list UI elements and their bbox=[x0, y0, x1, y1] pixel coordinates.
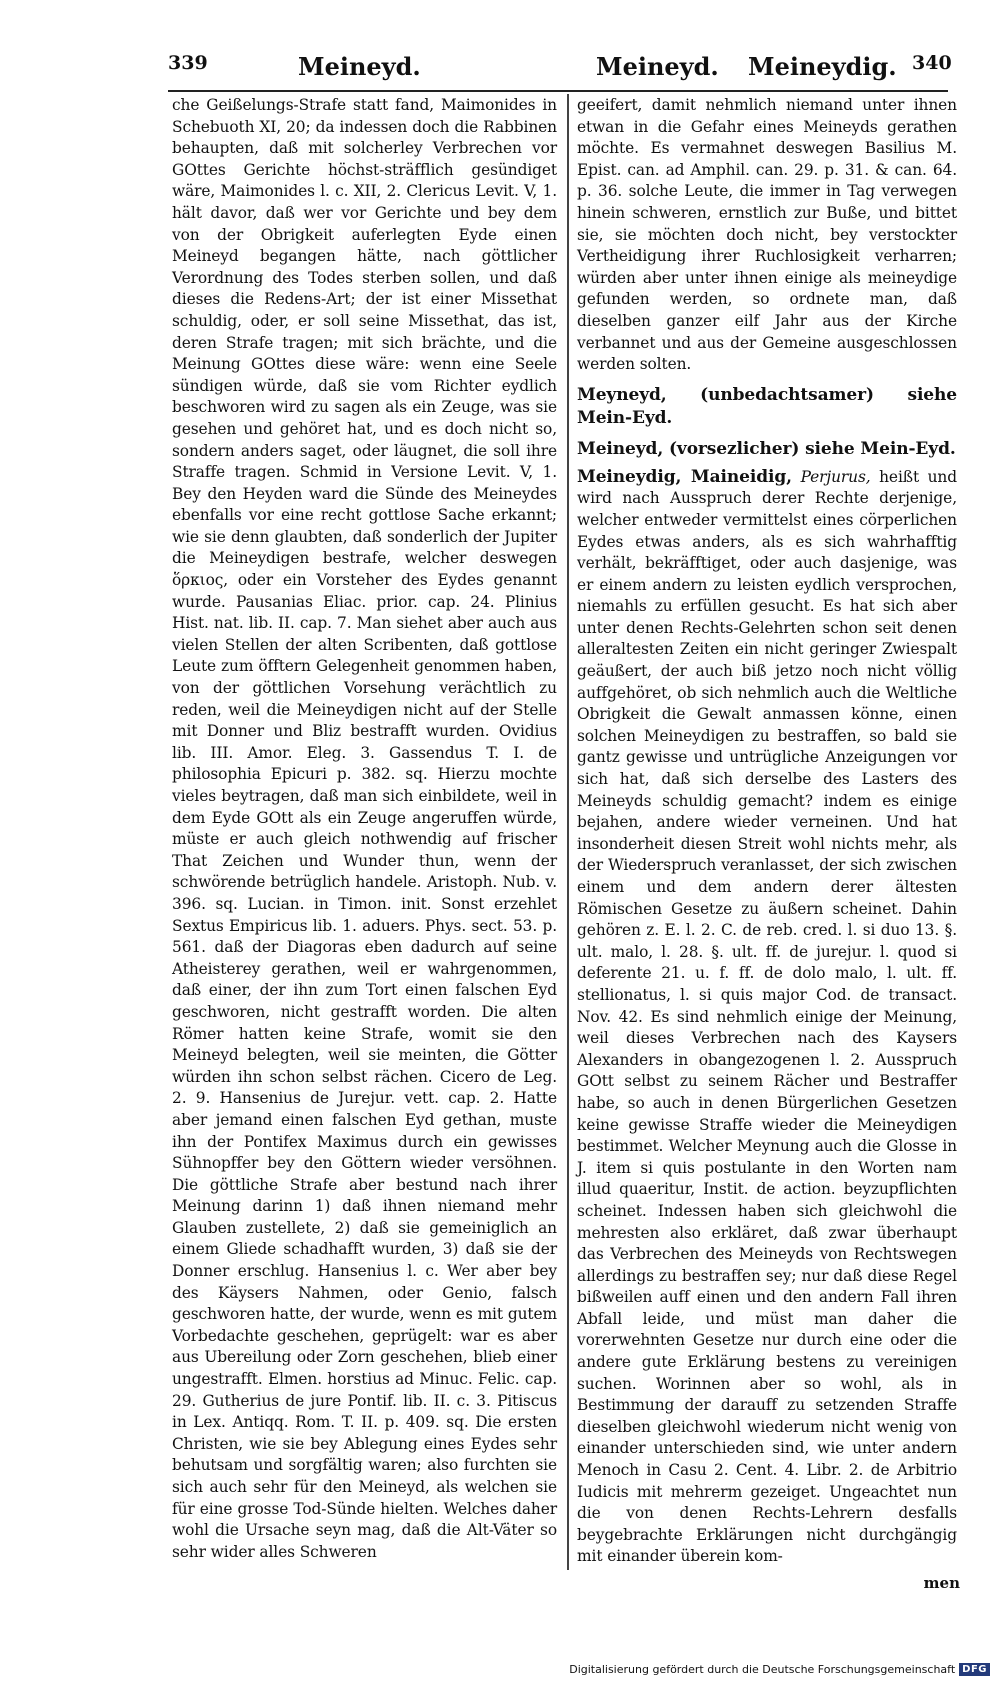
footer-text: Digitalisierung gefördert durch die Deutsche Forschungsgemeinschaft bbox=[569, 1662, 956, 1676]
entry-meineydig-latin: Perjurus, bbox=[800, 467, 871, 486]
entry-meineydig-text: heißt und wird nach Ausspruch derer Rechte derjenige, welcher entweder vermittelst eines cörperlichen Eydes etwas anders, als es sich wahrhafftig verhält, bekräfftiget, oder auch dasjenige, was er einem andern zu leisten eydlich versprochen, niemahls zu erfüllen gesucht. Es hat sich aber unter denen Rechts-Gelehrten schon seit denen alleraltesten Zeiten ein nicht geringer Zwiespalt geäußert, der auch biß jetzo noch nicht völlig auffgehöret, ob sich nehmlich auch die Weltliche Obrigkeit die Gewalt anmassen könne, einen solchen Meineydigen zu bestraffen, so bald sie gantz gewisse und untrügliche Anzeigungen vor sich hat, daß sich derselbe des Lasters des Meineyds schuldig gemacht? indem es einige bejahen, andere wieder verneinen. Und hat insonderheit diesen Streit wohl nichts mehr, als der Wiederspruch veranlasset, der sich zwischen einem und dem andern derer ältesten Römischen Gesetze zu äußern scheinet. Dahin gehören z. E. l. 2. C. de reb. cred. l. si duo 13. §. ult. malo, l. 28. §. ult. ff. de jurejur. l. quod si deferente 21. u. f. ff. de dolo malo, l. ult. ff. stellionatus, l. si quis major Cod. de transact. Nov. 42. Es sind nehmlich einige der Meinung, weil dieses Verbrechen nach des Kaysers Alexanders in obangezogenen l. 2. Ausspruch GOtt selbst zu seinem Rächer und Bestraffer habe, so auch in denen Bürgerlichen Gesetzen keine gewisse Straffe wieder die Meineydigen bestimmet. Welcher Meynung auch die Glosse in J. item si quis postulante in den Worten nam illud quaeritur, Instit. de action. beyzupflichten scheinet. Indessen haben sich gleichwohl die mehresten also erkläret, daß zwar überhaupt das Verbrechen des Meineyds von Rechtswegen allerdings zu bestraffen sey; nur daß diese Regel bißweilen auff einen und den andern Fall ihren Abfall leide, und müst man daher die vorerwehnten Gesetze nur durch eine oder die andere gute Erklärung bestens zu vereinigen suchen. Worinnen aber so wohl, als in Bestimmung der darauff zu setzenden Straffe dieselben gleichwohl wiederum nicht wenig von einander unterschieden sind, wie unter andern Menoch in Casu 2. Cent. 4. Libr. 2. de Arbitrio Iudicis mit mehrerm gezeiget. Ungeachtet nun die von denen Rechts-Lehrern desfalls beygebrachte Erklärungen nicht durchgängig mit einander überein kom- bbox=[577, 467, 957, 1566]
right-headword: Meineydig. bbox=[748, 52, 897, 81]
column-divider bbox=[567, 94, 569, 1570]
entry-meineyd-vorsezlich: Meineyd, (vorsezlicher) siehe Mein-Eyd. bbox=[577, 438, 956, 459]
running-header bbox=[168, 52, 952, 88]
header-rule bbox=[168, 90, 948, 92]
left-page-number: 339 bbox=[168, 52, 208, 74]
center-headword: Meineyd. bbox=[596, 52, 719, 81]
digitization-footer bbox=[569, 1660, 990, 1678]
right-page-number: 340 bbox=[912, 52, 952, 74]
dfg-logo: DFG bbox=[959, 1663, 990, 1676]
right-column-continuation: geeifert, damit nehmlich niemand unter ihnen etwan in die Gefahr eines Meineyds gerathen möchte. Es vermahnet deswegen Basilius M. Epist. can. ad Amphil. can. 29. p. 31. & can. 64. p. 36. solche Leute, die immer in Tag verwegen hinein schweren, ernstlich zur Buße, und bittet sie, sie möchten doch nicht, bey verstockter Vertheidigung ihrer Ruchlosigkeit verharren; würden aber unter ihnen einige als meineydige gefunden werden, so ordnete man, daß dieselben ganzer eilf Jahr aus der Kirche verbannet und aus der Gemeine ausgeschlossen werden solten. bbox=[577, 96, 957, 374]
left-headword: Meineyd. bbox=[298, 52, 421, 81]
left-column-text: che Geißelungs-Strafe statt fand, Maimonides in Schebuoth XI, 20; da indessen doch die Rabbinen behaupten, daß mit solcherley Verbrechen vor GOttes Gerichte höchst-sträfflich gesündiget wäre, Maimonides l. c. XII, 2. Clericus Levit. V, 1. hält davor, daß wer vor Gerichte und bey dem von der Obrigkeit auferlegten Eyde einen Meineyd begangen hätte, nach göttlicher Verordnung des Todes sterben sollen, und daß dieses die Redens-Art; der ist einer Missethat schuldig, oder, er soll seine Missethat, das ist, deren Strafe tragen; mit sich brächte, und die Meinung GOttes diese wäre: wenn eine Seele sündigen würde, daß sie vom Richter eydlich beschworen wird zu sagen als ein Zeuge, was sie gesehen und gehöret hat, und es doch nicht so, sondern anders saget, oder läugnet, die soll ihre Straffe tragen. Schmid in Versione Levit. V, 1. Bey den Heyden ward die Sünde des Meineydes ebenfalls vor eine recht gottlose Sache erkannt; wie sie denn glaubten, daß sonderlich der Jupiter die Meineydigen bestrafe, welcher deswegen ὅρκιος, oder ein Vorsteher des Eydes genannt wurde. Pausanias Eliac. prior. cap. 24. Plinius Hist. nat. lib. II. cap. 7. Man siehet aber auch aus vielen Stellen der alten Scribenten, daß gottlose Leute zum öfftern Gelegenheit genommen haben, von der göttlichen Vorsehung verächtlich zu reden, weil die Meineydigen nicht auf der Stelle mit Donner und Bliz bestrafft wurden. Ovidius lib. III. Amor. Eleg. 3. Gassendus T. I. de philosophia Epicuri p. 382. sq. Hierzu mochte vieles beytragen, daß man sich einbildete, weil in dem Eyde GOtt als ein Zeuge angeruffen würde, müste er auch gleich nothwendig auf frischer That Zeichen und Wunder thun, wenn der schwörende betrüglich handele. Aristoph. Nub. v. 396. sq. Lucian. in Timon. init. Sonst erzehlet Sextus Empiricus lib. 1. aduers. Phys. sect. 53. p. 561. daß der Diagoras eben dadurch auf seine Atheisterey gerathen, weil er wahrgenommen, daß einer, der ihn zum Tort einen falschen Eyd geschworen, nicht gestrafft worden. Die alten Römer hatten keine Strafe, womit sie den Meineyd belegten, weil sie meinten, die Götter würden ihn schon selbst rächen. Cicero de Leg. 2. 9. Hansenius de Jurejur. vett. cap. 2. Hatte aber jemand einen falschen Eyd gethan, muste ihn der Pontifex Maximus durch ein gewisses Sühnopffer bey den Göttern wieder versöhnen. Die göttliche Strafe aber bestund nach ihrer Meinung darinn 1) daß ihnen niemand mehr Glauben zustellete, 2) daß sie gemeiniglich an einem Gliede schadhafft wurden, 3) daß sie der Donner erschlug. Hansenius l. c. Wer aber bey des Käysers Nahmen, oder Genio, falsch geschworen hatte, der wurde, wenn es mit gutem Vorbedachte geschehen, geprügelt: war es aber aus Ubereilung oder Zorn geschehen, blieb einer ungestrafft. Elmen. horstius ad Minuc. Felic. cap. 29. Gutherius de jure Pontif. lib. II. c. 3. Pitiscus in Lex. Antiqq. Rom. T. II. p. 409. sq. Die ersten Christen, wie sie bey Ablegung eines Eydes sehr behutsam und sorgfältig waren; also furchten sie sich auch sehr für den Meineyd, als welchen sie für eine grosse Tod-Sünde hielten. Welches daher wohl die Ursache seyn mag, daß die Alt-Väter so sehr wider alles Schweren bbox=[172, 96, 557, 1561]
left-column bbox=[172, 95, 557, 1563]
entry-meineydig bbox=[577, 467, 957, 1568]
catchword: men bbox=[923, 1574, 960, 1592]
entry-meyneyd-unbedachtsam: Meyneyd, (unbedachtsamer) siehe Mein-Eyd. bbox=[577, 384, 957, 428]
right-column bbox=[577, 95, 957, 1568]
entry-meineydig-headword: Meineydig, Maineidig, bbox=[577, 466, 792, 487]
